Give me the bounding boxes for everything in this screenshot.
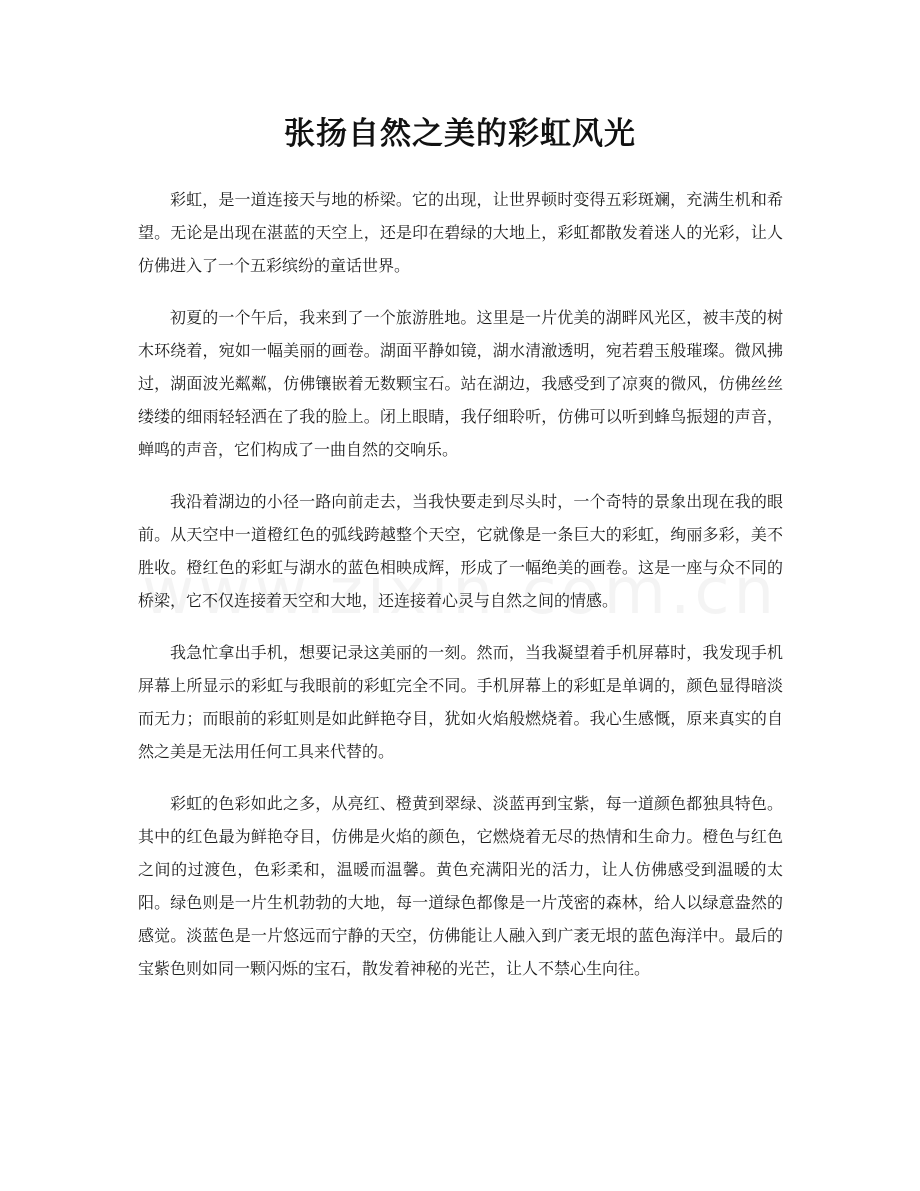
article-body <box>138 183 783 1004</box>
page-title: 张扬自然之美的彩虹风光 <box>284 116 636 152</box>
paragraph-3: 我沿着湖边的小径一路向前走去，当我快要走到尽头时，一个奇特的景象出现在我的眼前。从天空中一道橙红色的弧线跨越整个天空，它就像是一条巨大的彩虹，绚丽多彩，美不胜收。橙红色的彩虹与湖水的蓝色相映成辉，形成了一幅绝美的画卷。这是一座与众不同的桥梁，它不仅连接着天空和大地，还连接着心灵与自然之间的情感。 <box>138 492 783 610</box>
paragraph-4: 我急忙拿出手机，想要记录这美丽的一刻。然而，当我凝望着手机屏幕时，我发现手机屏幕上所显示的彩虹与我眼前的彩虹完全不同。手机屏幕上的彩虹是单调的，颜色显得暗淡而无力；而眼前的彩虹则是如此鲜艳夺目，犹如火焰般燃烧着。我心生感慨，原来真实的自然之美是无法用任何工具来代替的。 <box>138 643 783 761</box>
paragraph-1: 彩虹，是一道连接天与地的桥梁。它的出现，让世界顿时变得五彩斑斓，充满生机和希望。无论是出现在湛蓝的天空上，还是印在碧绿的大地上，彩虹都散发着迷人的光彩，让人仿佛进入了一个五彩缤纷的童话世界。 <box>138 190 783 275</box>
paragraph-5: 彩虹的色彩如此之多，从亮红、橙黄到翠绿、淡蓝再到宝紫，每一道颜色都独具特色。其中的红色最为鲜艳夺目，仿佛是火焰的颜色，它燃烧着无尽的热情和生命力。橙色与红色之间的过渡色，色彩柔和，温暖而温馨。黄色充满阳光的活力，让人仿佛感受到温暖的太阳。绿色则是一片生机勃勃的大地，每一道绿色都像是一片茂密的森林，给人以绿意盎然的感觉。淡蓝色是一片悠远而宁静的天空，仿佛能让人融入到广袤无垠的蓝色海洋中。最后的宝紫色则如同一颗闪烁的宝石，散发着神秘的光芒，让人不禁心生向往。 <box>138 794 783 978</box>
paragraph-2: 初夏的一个午后，我来到了一个旅游胜地。这里是一片优美的湖畔风光区，被丰茂的树木环绕着，宛如一幅美丽的画卷。湖面平静如镜，湖水清澈透明，宛若碧玉般璀璨。微风拂过，湖面波光粼粼，仿佛镶嵌着无数颗宝石。站在湖边，我感受到了凉爽的微风，仿佛丝丝缕缕的细雨轻轻洒在了我的脸上。闭上眼睛，我仔细聆听，仿佛可以听到蜂鸟振翅的声音，蝉鸣的声音，它们构成了一曲自然的交响乐。 <box>138 308 783 459</box>
